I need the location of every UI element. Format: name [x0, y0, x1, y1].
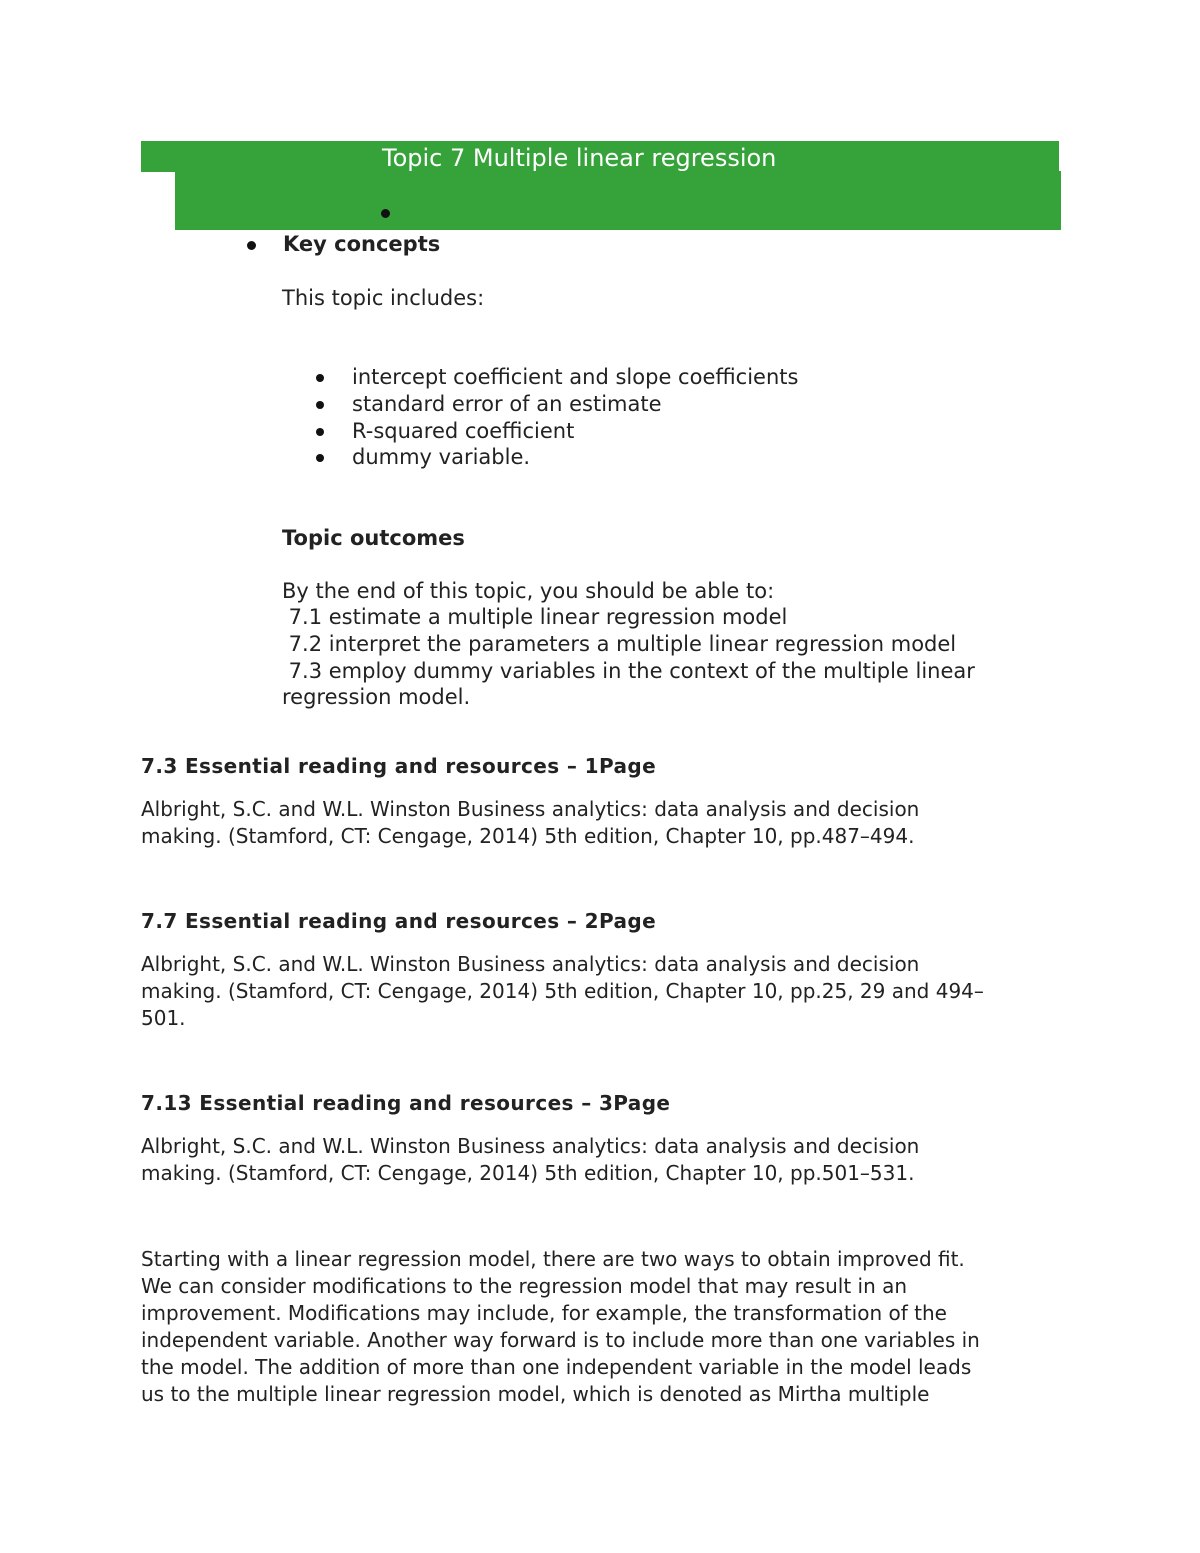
reading-citation: [141, 1133, 919, 1187]
bullet-icon: [247, 241, 256, 250]
paragraph-line: improvement. Modifications may include, for example, the transformation of the: [141, 1301, 947, 1325]
list-item: R-squared coefficient: [352, 419, 575, 443]
citation-line: Albright, S.C. and W.L. Winston Business analytics: data analysis and decision: [141, 797, 920, 821]
citation-line: making. (Stamford, CT: Cengage, 2014) 5th edition, Chapter 10, pp.487–494.: [141, 824, 915, 848]
outcome-line: By the end of this topic, you should be able to:: [282, 579, 775, 603]
bullet-icon: [316, 454, 324, 462]
citation-line: making. (Stamford, CT: Cengage, 2014) 5th edition, Chapter 10, pp.25, 29 and 494–: [141, 979, 984, 1003]
banner-bullet-icon: [381, 209, 390, 218]
outcome-line: regression model.: [282, 685, 471, 709]
outcomes-heading: Topic outcomes: [282, 526, 465, 550]
paragraph-line: Starting with a linear regression model, there are two ways to obtain improved fit.: [141, 1247, 965, 1271]
reading-citation: [141, 796, 919, 850]
reading-heading: 7.7 Essential reading and resources – 2Page: [141, 909, 657, 933]
paragraph-line: the model. The addition of more than one independent variable in the model leads: [141, 1355, 972, 1379]
bullet-icon: [316, 428, 324, 436]
reading-heading: 7.13 Essential reading and resources – 3Page: [141, 1091, 671, 1115]
outcome-line: 7.3 employ dummy variables in the context of the multiple linear: [282, 659, 975, 683]
reading-heading: 7.3 Essential reading and resources – 1Page: [141, 754, 657, 778]
bullet-icon: [316, 374, 324, 382]
key-concepts-heading: Key concepts: [283, 232, 441, 256]
list-item: dummy variable.: [352, 445, 531, 469]
body-paragraph: [141, 1246, 980, 1408]
reading-citation: [141, 951, 984, 1032]
list-item: intercept coefficient and slope coefficients: [352, 365, 799, 389]
paragraph-line: independent variable. Another way forward is to include more than one variables in: [141, 1328, 980, 1352]
title-banner-lower: [175, 171, 1061, 230]
citation-line: Albright, S.C. and W.L. Winston Business analytics: data analysis and decision: [141, 1134, 920, 1158]
paragraph-line: us to the multiple linear regression model, which is denoted as Mirtha multiple: [141, 1382, 930, 1406]
bullet-icon: [316, 401, 324, 409]
citation-line: making. (Stamford, CT: Cengage, 2014) 5th edition, Chapter 10, pp.501–531.: [141, 1161, 915, 1185]
page-title: Topic 7 Multiple linear regression: [382, 144, 777, 172]
outcome-line: 7.2 interpret the parameters a multiple linear regression model: [282, 632, 957, 656]
citation-line: 501.: [141, 1006, 186, 1030]
outcome-line: 7.1 estimate a multiple linear regression model: [282, 605, 788, 629]
citation-line: Albright, S.C. and W.L. Winston Business analytics: data analysis and decision: [141, 952, 920, 976]
key-concepts-intro: This topic includes:: [282, 286, 485, 310]
list-item: standard error of an estimate: [352, 392, 662, 416]
paragraph-line: We can consider modifications to the regression model that may result in an: [141, 1274, 908, 1298]
